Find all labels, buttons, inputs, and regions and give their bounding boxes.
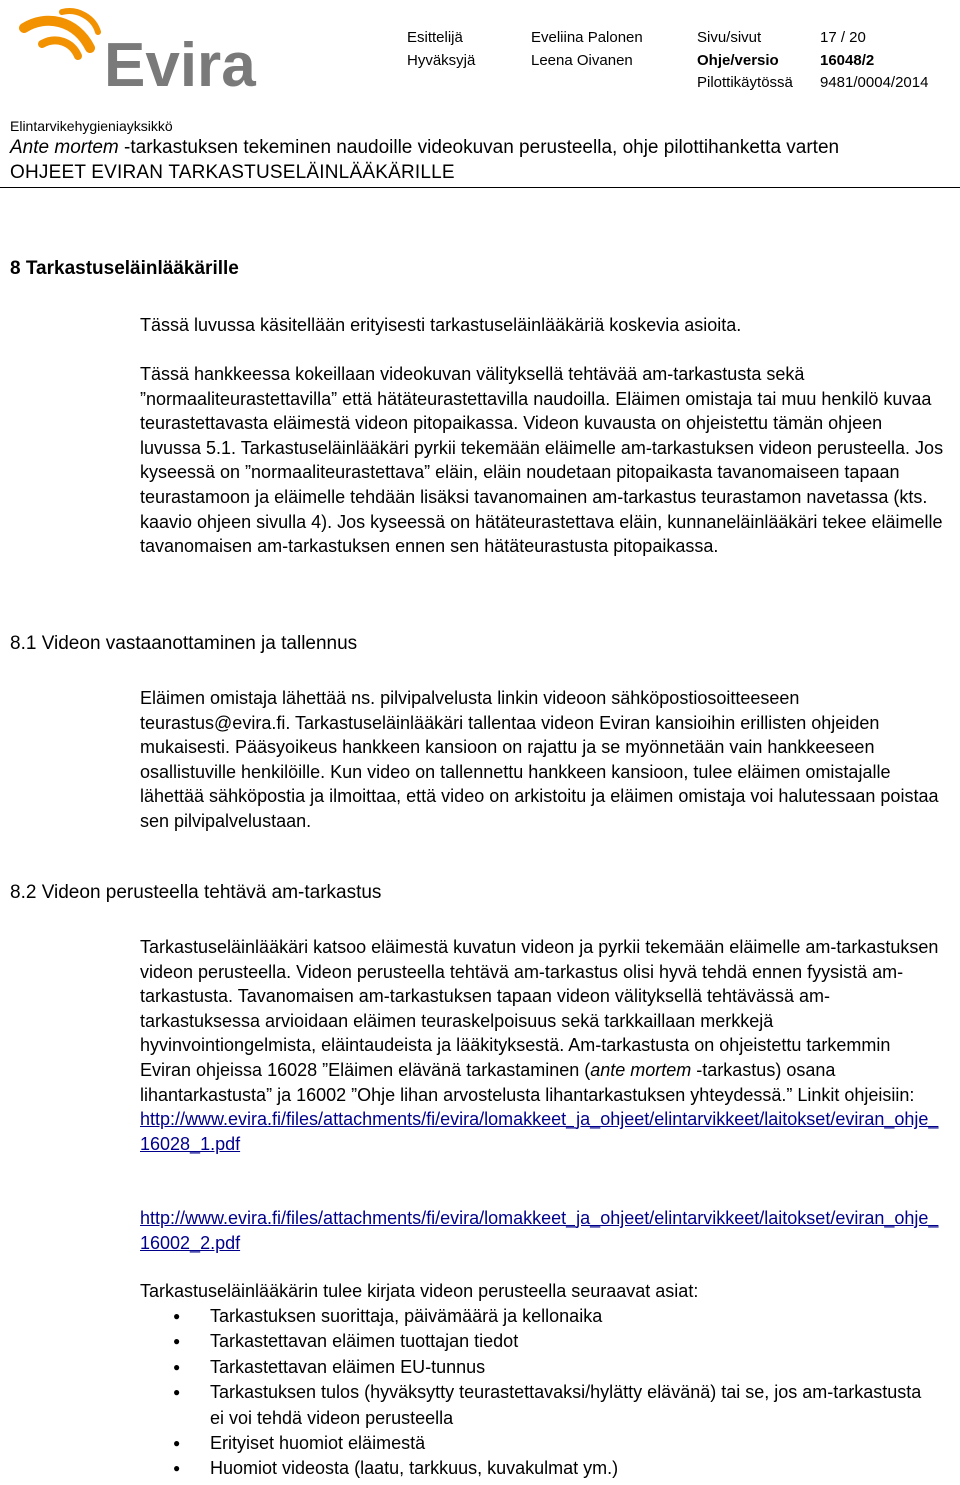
section-8-1-heading: 8.1 Videon vastaanottaminen ja tallennus — [10, 633, 358, 654]
para-part-b: -tarkastus) osana lihantarkastusta” ja 16002 ”Ohje lihan arvostelusta lihantarkastuksen yhteydessä.” Linkit ohjeisiin: — [140, 1059, 915, 1105]
sivu-label: Sivu/sivut — [697, 29, 762, 46]
header-divider — [0, 187, 960, 188]
list-item: ● Huomiot videosta (laatu, tarkkuus, kuvakulmat ym.) — [140, 1456, 940, 1481]
document-subtitle: OHJEET EVIRAN TARKASTUSELÄINLÄÄKÄRILLE — [10, 162, 455, 183]
section-8-1-paragraph: Eläimen omistaja lähettää ns. pilvipalvelusta linkin videoon sähköpostiosoitteeseen teurastus@evira.fi. Tarkastuseläinlääkäri tallentaa videon Eviran kansioihin erillisten ohjeiden mukaisesti. Pääsyoikeus hankkeen kansioon on rajattu ja se myönnetään vain hankkeeseen osallistuville henkilöille. Kun video on tallennettu hankkeen kansioon, tulee eläimen omistajalle lähettää sähköpostia ja ilmoittaa, että video on arkistoitu ja eläimen omistaja voi halutessaan poistaa sen pilvipalvelustaan. — [140, 688, 939, 831]
hyvaksyja-label: Hyväksyjä — [407, 52, 476, 69]
status-value: 9481/0004/2014 — [820, 74, 929, 91]
document-title — [10, 137, 839, 159]
section-8-paragraph: Tässä hankkeessa kokeillaan videokuvan välityksellä tehtävää am-tarkastusta sekä ”normaaliteurastettavilla” että hätäteurastettavilla naudoilla. Eläimen omistaja tai muu henkilö kuvaa teurastettavasta eläimestä videon pitopaikassa. Videon kuvausta on ohjeistettu tämän ohjeen luvussa 5.1. Tarkastuseläinlääkäri pyrkii tekemään eläimelle am-tarkastuksen videon perusteella. Jos kyseessä on ”normaaliteurastettava” eläin, eläin noudetaan pitopaikasta tavanomaiseen tapaan teurastamoon ja eläimelle tehdään lisäksi tavanomainen am-tarkastus teurastamon navetassa (kts. kaavio ohjeen sivulla 4). Jos kyseessä on hätäteurastettava eläin, kunnaneläinlääkäri tekee eläimelle tavanomaisen am-tarkastuksen ennen sen hätäteurastusta pitopaikassa. — [140, 364, 944, 557]
unit-name: Elintarvikehygieniayksikkö — [10, 118, 173, 134]
ohje-value: 16048/2 — [820, 52, 875, 69]
list-item: ● Tarkastuksen tulos (hyväksytty teurastettavaksi/hylätty elävänä) tai se, jos am-tarkastusta ei voi tehdä videon perusteella — [140, 1380, 940, 1431]
section-8-2-heading: 8.2 Videon perusteella tehtävä am-tarkastus — [10, 882, 382, 903]
para-part-a: Tarkastuseläinlääkäri katsoo eläimestä kuvatun videon ja pyrkii tekemään eläimelle am-tarkastuksen videon perusteella. Videon perusteella tehtävä am-tarkastus olisi hyvä tehdä ennen fyysistä am-tarkastusta. Tavanomaisen am-tarkastuksen tapaan videon välityksellä tehtävässä am-tarkastuksessa arvioidaan eläimen teuraskelpoisuus sekä tarkkaillaan merkkejä hyvinvointiongelmista, eläintaudeista ja lääkityksestä. Am-tarkastusta on ohjeistettu tarkemmin Eviran ohjeissa 16028 ”Eläimen elävänä tarkastaminen ( — [140, 937, 939, 1080]
hyvaksyja-value: Leena Oivanen — [531, 52, 633, 69]
logo-text: Evira — [104, 31, 256, 90]
list-item: ● Tarkastuksen suorittaja, päivämäärä ja kellonaika — [140, 1304, 940, 1329]
status-label: Pilottikäytössä — [697, 74, 793, 91]
esittelija-label: Esittelijä — [407, 29, 463, 46]
list-item: ● Tarkastettavan eläimen tuottajan tiedot — [140, 1329, 940, 1354]
para-italic: ante mortem — [590, 1059, 692, 1080]
ohje-label: Ohje/versio — [697, 52, 779, 69]
link-ohje-16002[interactable]: http://www.evira.fi/files/attachments/fi/evira/lomakkeet_ja_ohjeet/elintarvikkeet/laitokset/eviran_ohje_16002_2.pdf — [140, 1208, 939, 1253]
esittelija-value: Eveliina Palonen — [531, 29, 643, 46]
requirements-list — [140, 1304, 940, 1482]
title-rest: -tarkastuksen tekeminen naudoille videokuvan perusteella, ohje pilottihanketta varten — [118, 137, 840, 158]
list-intro: Tarkastuseläinlääkärin tulee kirjata videon perusteella seuraavat asiat: — [140, 1281, 699, 1301]
list-item: ● Erityiset huomiot eläimestä — [140, 1431, 940, 1456]
sivu-value: 17 / 20 — [820, 29, 866, 46]
title-italic: Ante mortem — [10, 137, 119, 158]
section-8-heading: 8 Tarkastuseläinlääkärille — [10, 258, 239, 279]
link-paragraph-16002 — [140, 1206, 946, 1255]
link-ohje-16028[interactable]: http://www.evira.fi/files/attachments/fi/evira/lomakkeet_ja_ohjeet/elintarvikkeet/laitokset/eviran_ohje_16028_1.pdf — [140, 1109, 939, 1154]
list-item: ● Tarkastettavan eläimen EU-tunnus — [140, 1355, 940, 1380]
evira-logo — [18, 8, 288, 90]
section-8-2-paragraph — [140, 935, 946, 1156]
section-8-intro: Tässä luvussa käsitellään erityisesti tarkastuseläinlääkäriä koskevia asioita. — [140, 315, 742, 335]
